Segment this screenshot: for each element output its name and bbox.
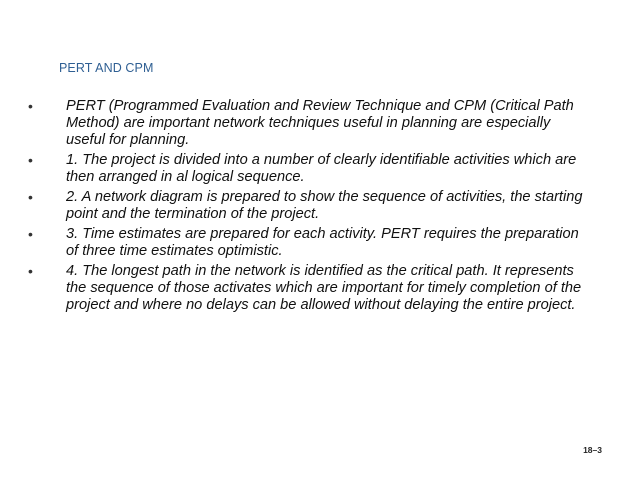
bullet-item (28, 263, 588, 314)
bullet-marker: • (28, 189, 33, 205)
bullet-item (28, 98, 588, 149)
bullet-item (28, 226, 588, 260)
bullet-item (28, 152, 588, 186)
bullet-text: 4. The longest path in the network is identified as the critical path. It represents the sequence of those activates which are important for timely completion of the project and where no delays can be allowed without delaying the entire project. (66, 263, 582, 313)
bullet-text: 2. A network diagram is prepared to show the sequence of activities, the starting point and the termination of the project. (66, 189, 583, 222)
bullet-text: PERT (Programmed Evaluation and Review Technique and CPM (Critical Path Method) are important network techniques useful in planning are especially useful for planning. (66, 98, 574, 148)
bullet-marker: • (28, 263, 33, 279)
bullet-text: 3. Time estimates are prepared for each activity. PERT requires the preparation of three time estimates optimistic. (66, 226, 579, 259)
slide-title: PERT AND CPM (59, 61, 154, 75)
bullet-text: 1. The project is divided into a number of clearly identifiable activities which are then arranged in al logical sequence. (66, 152, 577, 185)
bullet-marker: • (28, 226, 33, 242)
page-number: 18–3 (583, 445, 602, 455)
bullet-marker: • (28, 152, 33, 168)
bullet-list (28, 98, 588, 317)
bullet-item (28, 189, 588, 223)
bullet-marker: • (28, 98, 33, 114)
